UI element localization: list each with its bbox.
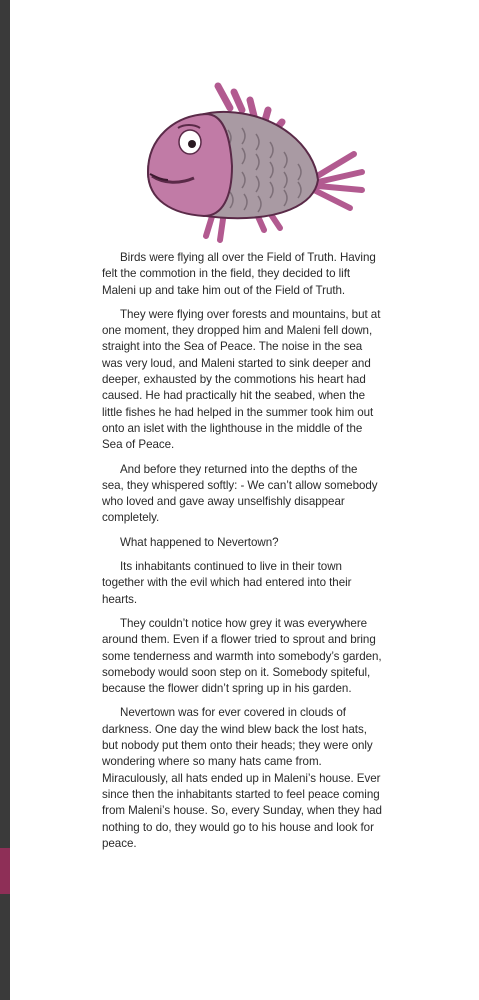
- paragraph: They couldn’t notice how grey it was everywhere around them. Even if a flower tried to sprout and bring some tenderness and warmth into somebody’s garden, somebody would soon step on it. Somebody spiteful, because the flower didn’t spring up in his garden.: [102, 616, 382, 696]
- fish-illustration: [118, 80, 373, 248]
- paragraph: They were flying over forests and mountains, but at one moment, they dropped him and Maleni fell down, straight into the Sea of Peace. The noise in the sea was very loud, and Maleni started to sink deeper and deeper, exhausted by the commotions his heart had caused. He had practically hit the seabed, when the little fishes he had helped in the summer took him out onto an islet with the lighthouse in the middle of the Sea of Peace.: [102, 307, 381, 452]
- paragraph: And before they returned into the depths of the sea, they whispered softly: - We can’t allow somebody who loved and gave away unselfishly disappear completely.: [102, 462, 378, 525]
- spine-accent: [0, 848, 10, 894]
- story-text: [102, 250, 382, 860]
- paragraph: Birds were flying all over the Field of Truth. Having felt the commotion in the field, they decided to lift Maleni up and take him out of the Field of Truth.: [102, 251, 376, 297]
- paragraph: Nevertown was for ever covered in clouds of darkness. One day the wind blew back the lost hats, but nobody put them onto their heads; they were only wondering where so many hats came from. Miraculously, all hats ended up in Maleni’s house. Ever since then the inhabitants started to feel peace coming from Maleni’s house. So, every Sunday, when they had nothing to do, they would go to his house and look for peace.: [102, 706, 382, 850]
- paragraph: Its inhabitants continued to live in their town together with the evil which had entered into their hearts.: [102, 560, 352, 606]
- paragraph: What happened to Nevertown?: [120, 535, 279, 549]
